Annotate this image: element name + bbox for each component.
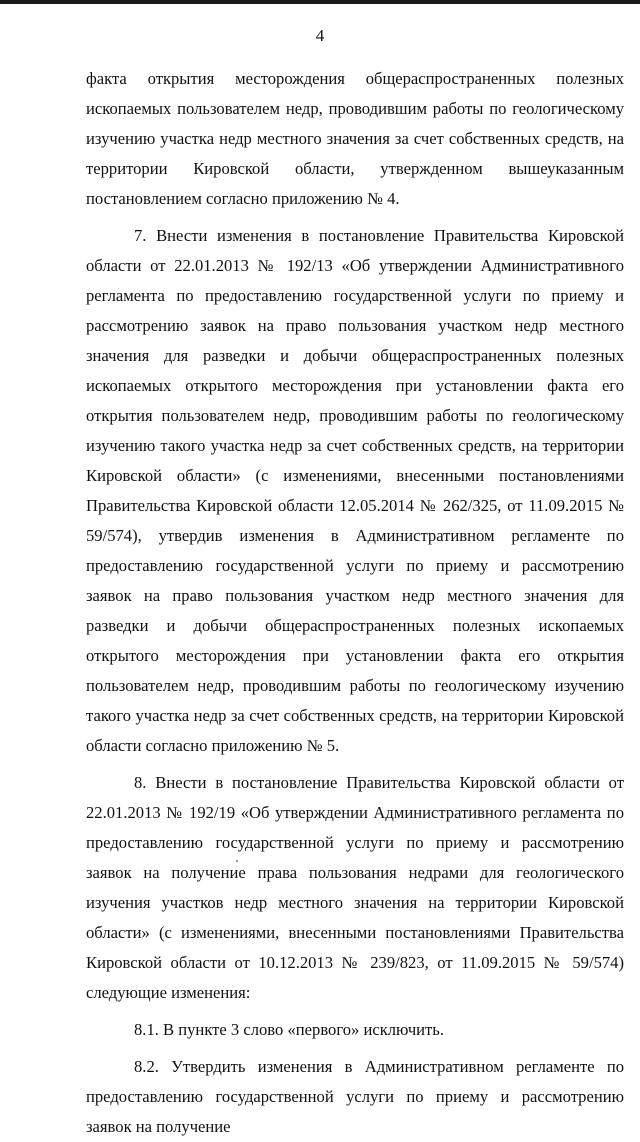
page-number: 4 [315,26,325,45]
paragraph-item-7: 7. Внести изменения в постановление Правительства Кировской области от 22.01.2013 № 192/13 «Об утверждении Административного регламента по предоставлению государственной услуги по приему и рассмотрению заявок на право пользования участком недр местного значения для разведки и добычи общераспространенных полезных ископаемых открытого месторождения при установлении факта его открытия пользователем недр, проводившим работы по геологическому изучению такого участка недр за счет собственных средств, на территории Кировской области» (с изменениями, внесенными постановлениями Правительства Кировской области 12.05.2014 № 262/325, от 11.09.2015 № 59/574), утвердив изменения в Административном регламенте по предоставлению государственной услуги по приему и рассмотрению заявок на право пользования участком недр местного значения для разведки и добычи общераспространенных полезных ископаемых открытого месторождения при установлении факта его открытия пользователем недр, проводившим работы по геологическому изучению такого участка недр за счет собственных средств, на территории Кировской области согласно приложению № 5. [86,226,624,755]
scan-speck [236,860,238,862]
scan-top-edge [0,0,640,4]
paragraph-continuation: факта открытия месторождения общераспространенных полезных ископаемых пользователем недр, проводившим работы по геологическому изучению участка недр местного значения за счет собственных средств, на территории Кировской области, утвержденном вышеуказанным постановлением согласно приложению № 4. [86,69,624,208]
document-body [86,64,624,1142]
paragraph-item-8-1: 8.1. В пункте 3 слово «первого» исключить. [134,1020,445,1039]
paragraph-item-8: 8. Внести в постановление Правительства Кировской области от 22.01.2013 № 192/19 «Об утверждении Административного регламента по предоставлению государственной услуги по приему и рассмотрению заявок на получение права пользования недрами для геологического изучения участков недр местного значения на территории Кировской области» (с изменениями, внесенными постановлениями Правительства Кировской области от 10.12.2013 № 239/823, от 11.09.2015 № 59/574) следующие изменения: [86,773,624,1002]
paragraph-item-8-2: 8.2. Утвердить изменения в Административном регламенте по предоставлению государственной услуги по приему и рассмотрению заявок на получение [86,1057,624,1136]
